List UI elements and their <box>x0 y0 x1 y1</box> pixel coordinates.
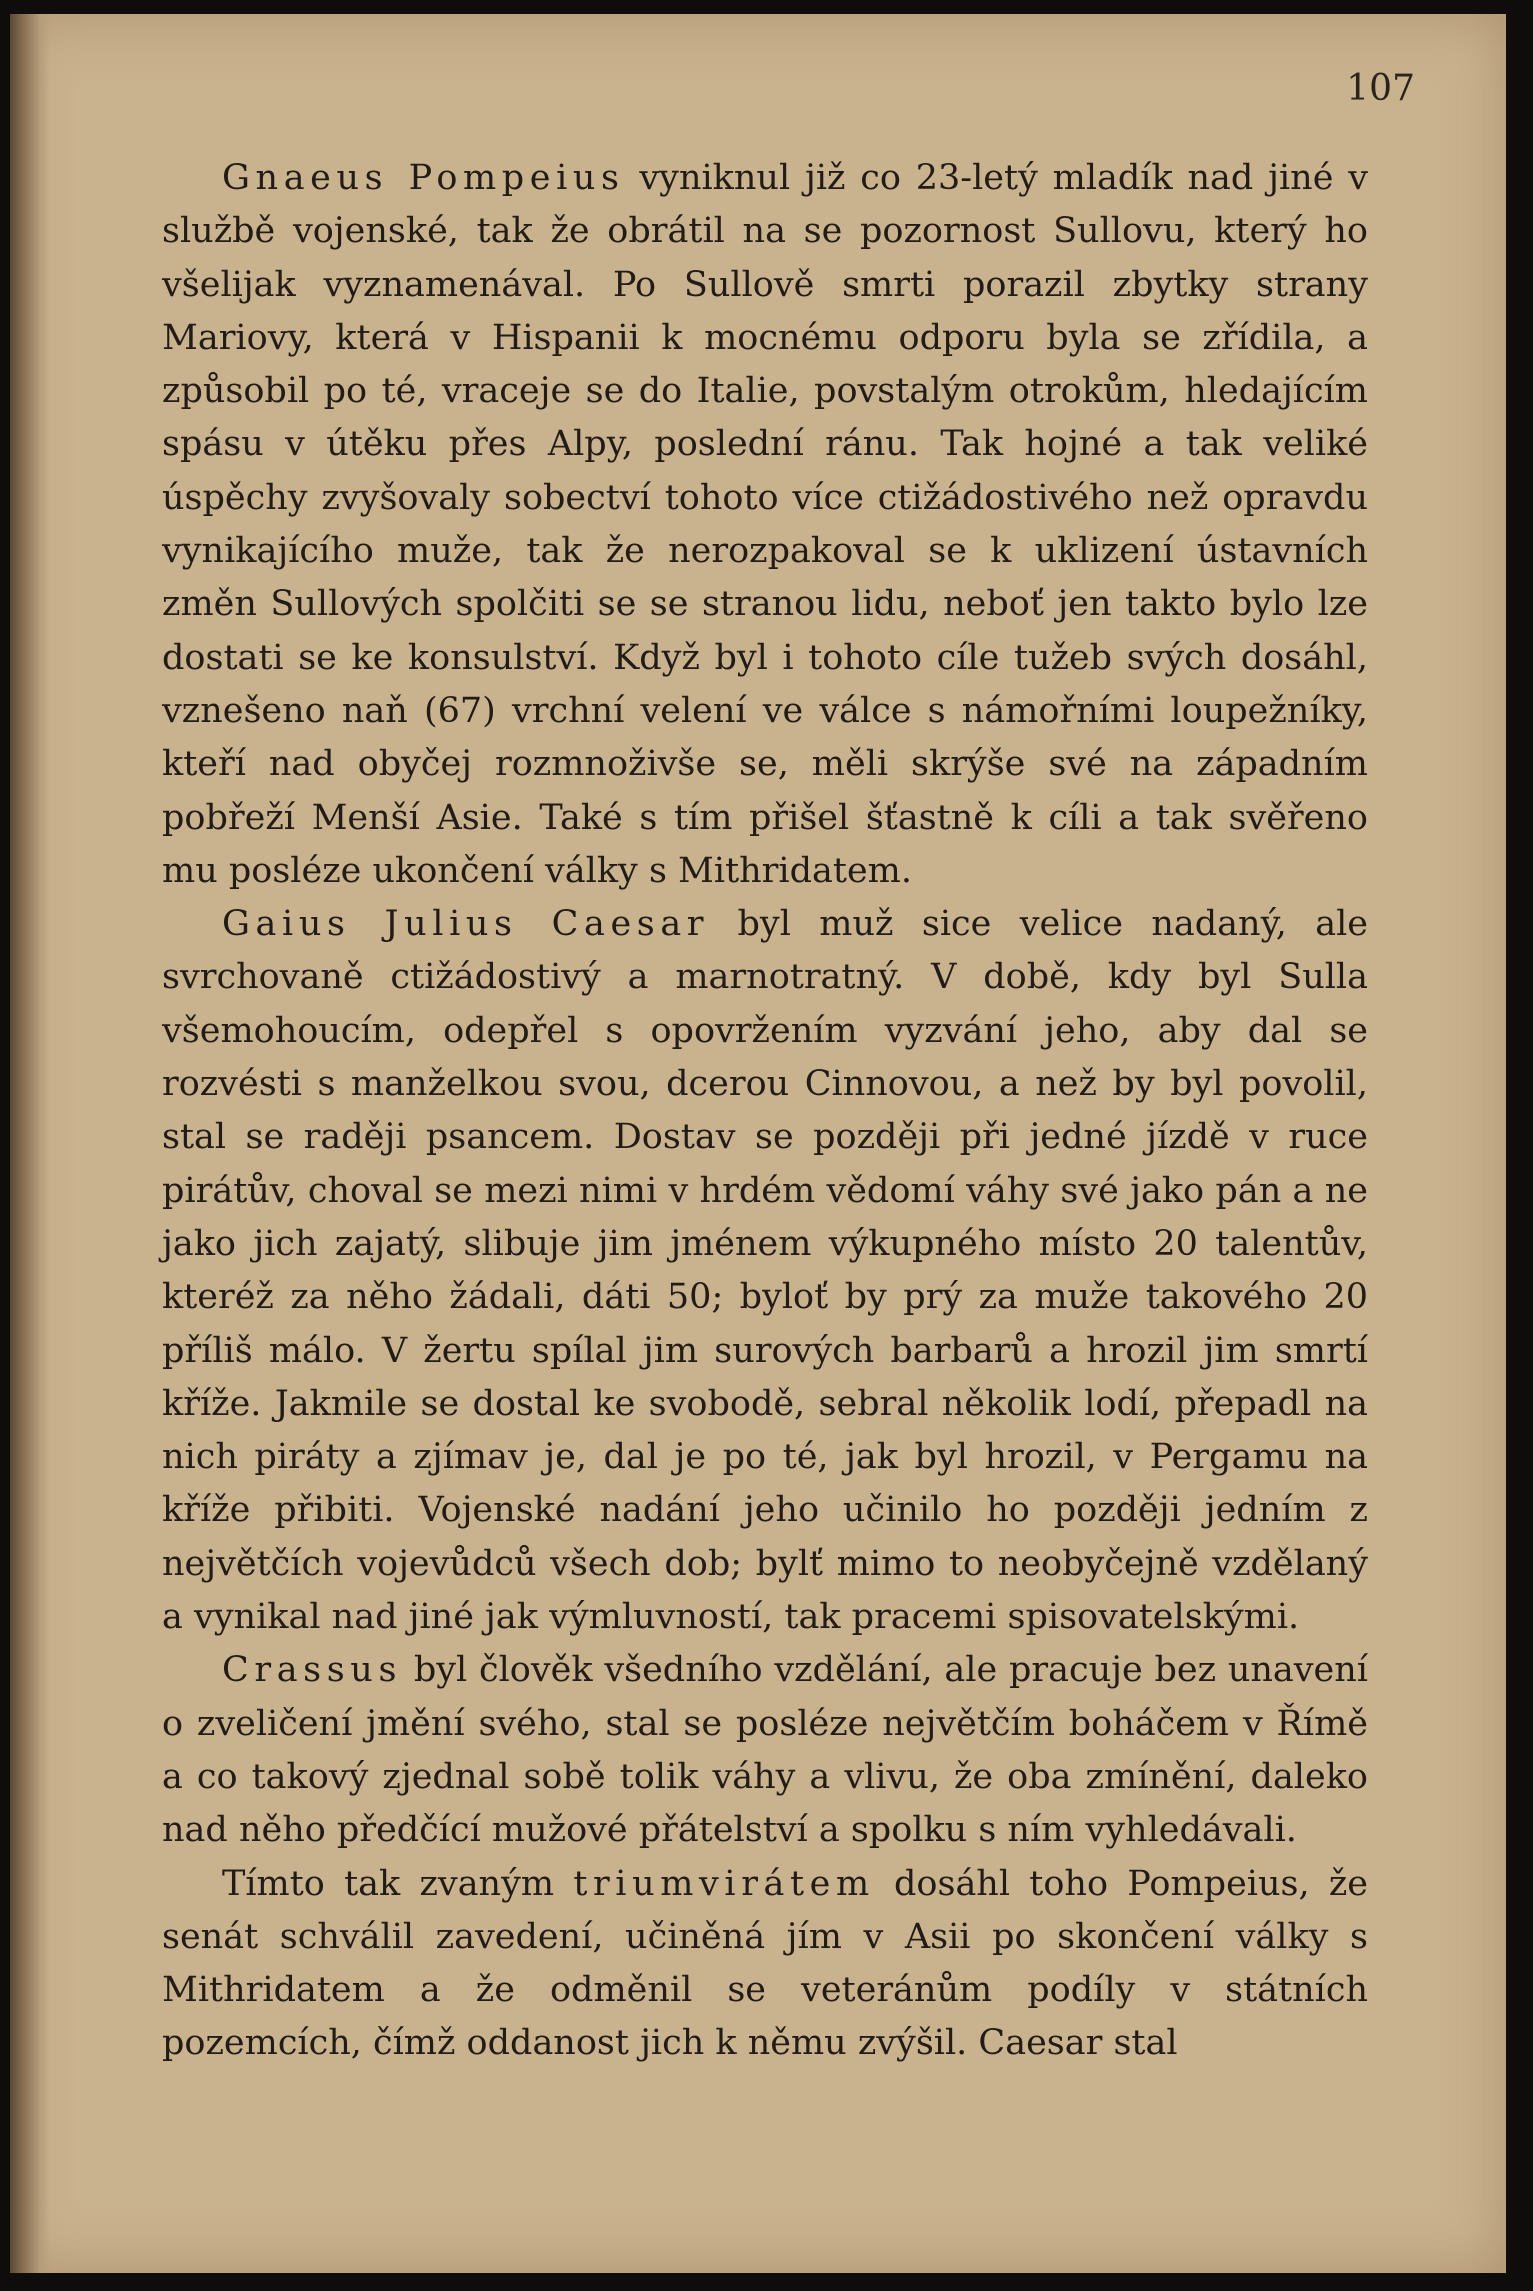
term-caesar: Gaius Julius Caesar <box>222 904 710 945</box>
term-pompeius: Gnaeus Pompeius <box>222 158 625 198</box>
paragraph-caesar <box>162 898 1368 1644</box>
paragraph-text: vyniknul již co 23-letý mladík nad jiné v službě vojenské, tak že obrátil na se pozornost Sullovu, který ho všelijak vyznamenával. Po Sullově smrti porazil zbytky strany Mariovy, která v Hispanii k mocnému odporu byla se zřídila, a způsobil po té, vraceje se do Italie, povstalým otrokům, hledajícím spásu v útěku přes Alpy, poslední ránu. Tak hojné a tak veliké úspěchy zvyšovaly sobectví tohoto více ctižádostivého než opravdu vynikajícího muže, tak že nerozpakoval se k uklizení ústavních změn Sullových spolčiti se se stranou lidu, neboť jen takto bylo lze dostati se ke konsulství. Když byl i tohoto cíle tužeb svých dosáhl, vznešeno naň (67) vrchní velení ve válce s námořními loupežníky, kteří nad obyčej rozmnoživše se, měli skrýše své na západním pobřeží Menší Asie. Také s tím přišel šťastně k cíli a tak svěřeno mu posléze ukončení války s Mithridatem. <box>162 158 1368 891</box>
paragraph-text: dosáhl toho Pompeius, že senát schválil zavedení, učiněná jím v Asii po skončení války s Mithridatem a že odměnil se veteránům podíly v státních pozemcích, čímž oddanost jich k němu zvýšil. Caesar stal <box>162 1863 1368 2064</box>
paragraph-lead: Tímto tak zvaným <box>222 1863 574 1904</box>
page-text <box>162 152 1368 2071</box>
paragraph-text: byl člověk všedního vzdělání, ale pracuje bez unavení o zveličení jmění svého, stal se posléze největčím boháčem v Římě a co takový zjednal sobě tolik váhy a vlivu, že oba zmínění, daleko nad něho předčící mužové přátelství a spolku s ním vyhledávali. <box>162 1650 1368 1851</box>
paragraph-triumvirate <box>162 1858 1368 2071</box>
paragraph-text: byl muž sice velice nadaný, ale svrchovaně ctižádostivý a marnotratný. V době, kdy byl Sulla všemohoucím, odepřel s opovržením vyzvání jeho, aby dal se rozvésti s manželkou svou, dcerou Cinnovou, a než by byl povolil, stal se raději psancem. Dostav se později při jedné jízdě v ruce pirátův, choval se mezi nimi v hrdém vědomí váhy své jako pán a ne jako jich zajatý, slibuje jim jménem výkupného místo 20 talentův, kteréž za něho žádali, dáti 50; byloť by prý za muže takového 20 příliš málo. V žertu spílal jim surových barbarů a hrozil jim smrtí kříže. Jakmile se dostal ke svobodě, sebral několik lodí, přepadl na nich piráty a zjímav je, dal je po té, jak byl hrozil, v Pergamu na kříže přibiti. Vojenské nadání jeho učinilo ho později jedním z největčích vojevůdců všech dob; bylť mimo to neobyčejně vzdělaný a vynikal nad jiné jak výmluvností, tak pracemi spisovatelskými. <box>162 904 1368 1638</box>
paragraph-crassus <box>162 1644 1368 1857</box>
term-triumvirate: triumvirátem <box>573 1863 875 1904</box>
page-gutter-shadow <box>10 14 50 2273</box>
term-crassus: Crassus <box>222 1650 403 1691</box>
page-number: 107 <box>1346 68 1415 109</box>
paragraph-pompeius <box>162 152 1368 898</box>
